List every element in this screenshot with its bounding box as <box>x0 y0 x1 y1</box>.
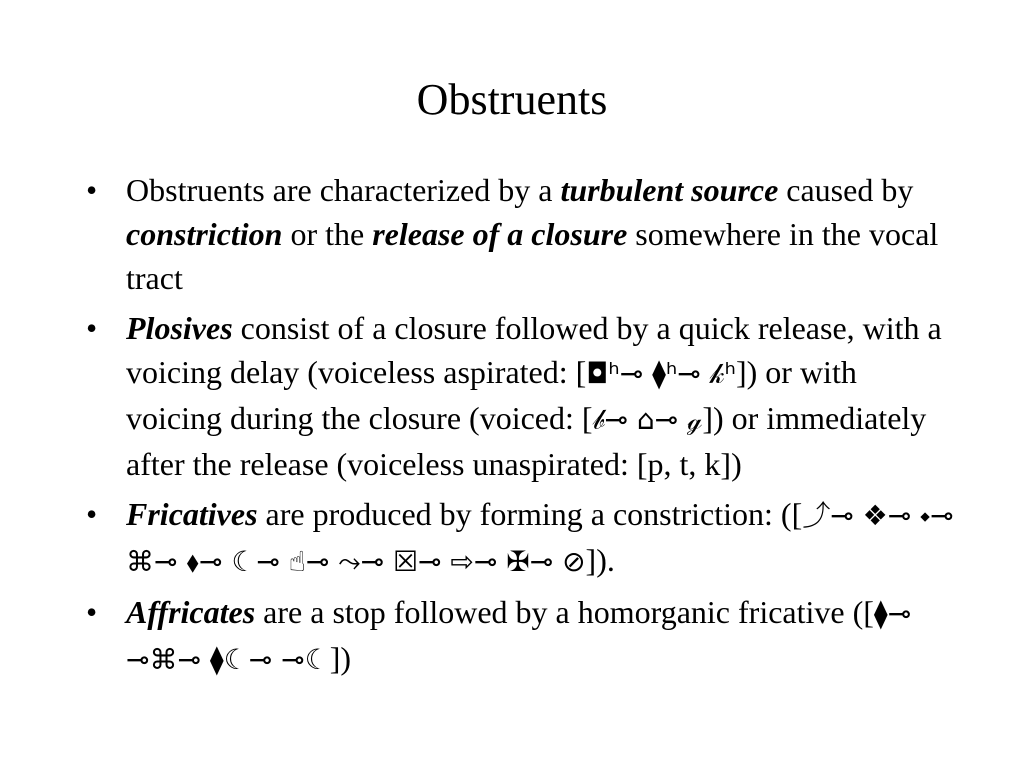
text: or the <box>282 216 373 252</box>
text: ]) or with voicing during the closure (voiced: [ <box>126 354 857 436</box>
phonetic-symbols-fricatives: ⤴⊸ ❖⊸ ⬩⊸ ⌘⊸ ⬧⊸ ☾⊸ ☝⊸ ⤳⊸ ☒⊸ ⇨⊸ ✠⊸ ⊘ <box>126 499 954 578</box>
bullet-dot: • <box>86 594 98 630</box>
text: are a stop followed by a homorganic fricative ([ <box>255 594 874 630</box>
bullet-dot: • <box>86 496 98 532</box>
bullet-list <box>0 168 1024 688</box>
text: Obstruents are characterized by a <box>126 172 561 208</box>
bullet-item-fricatives <box>0 492 1024 584</box>
text: are produced by forming a constriction: ([ <box>257 496 803 532</box>
emphasis-plosives: Plosives <box>126 310 233 346</box>
emphasis-release-of-closure: release of a closure <box>372 216 628 252</box>
phonetic-symbols-aspirated: ◘ʰ⊸ ⧫ʰ⊸ 𝓀ʰ <box>586 357 736 390</box>
bullet-dot: • <box>86 172 98 208</box>
bullet-item-affricates <box>0 590 1024 682</box>
bullet-dot: • <box>86 310 98 346</box>
emphasis-fricatives: Fricatives <box>126 496 258 532</box>
bullet-item-plosives <box>0 306 1024 486</box>
phonetic-symbols-affricates: ⧫⊸ ⊸⌘⊸ ⧫☾⊸ ⊸☾ <box>126 597 912 676</box>
emphasis-constriction: constriction <box>126 216 283 252</box>
phonetic-symbols-voiced: 𝒷⊸ ⌂⊸ ℊ <box>592 403 703 436</box>
text: caused by <box>778 172 914 208</box>
text: ]) or immediately after the release (voiceless unaspirated: [p, t, k]) <box>126 400 927 482</box>
text: ]). <box>585 542 615 578</box>
emphasis-turbulent-source: turbulent source <box>560 172 779 208</box>
slide-title: Obstruents <box>416 75 608 124</box>
text: consist of a closure followed by a quick release, with a voicing delay (voiceless aspirated: [ <box>126 310 942 390</box>
text: somewhere in the vocal tract <box>126 216 939 296</box>
emphasis-affricates: Affricates <box>126 594 256 630</box>
text: ]) <box>329 640 351 676</box>
bullet-item-obstruents <box>0 168 1024 300</box>
